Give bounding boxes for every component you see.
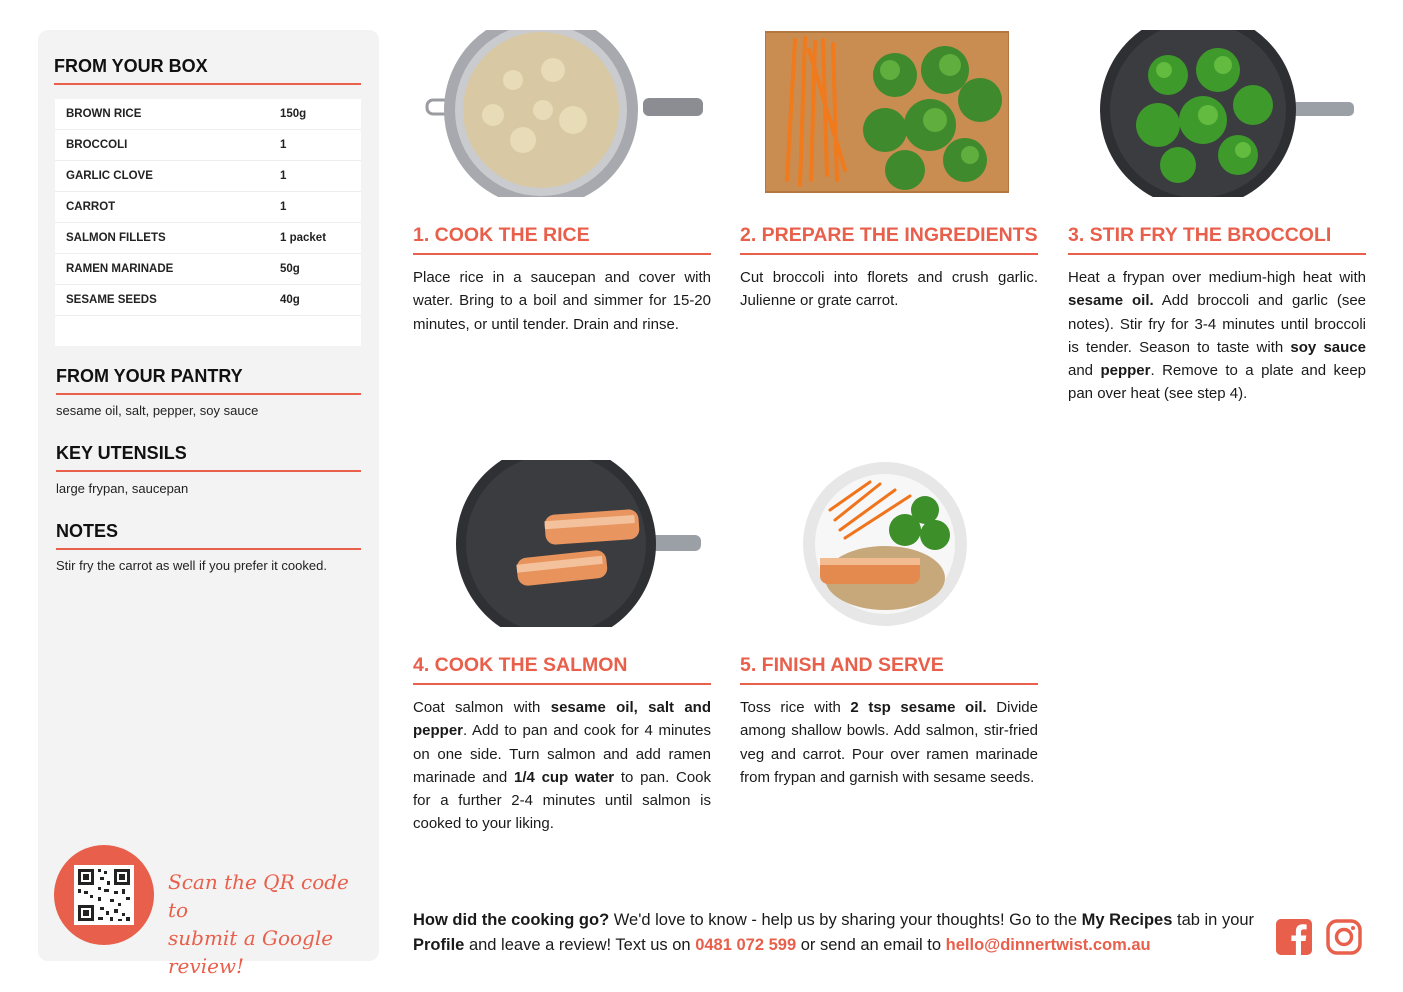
ingredients-table (55, 99, 361, 346)
text-run: Coat salmon with (413, 699, 551, 716)
text-run: Add broccoli and garlic (see notes). Stir fry for 3-4 minutes until broccoli is tender. Season to taste with (1068, 292, 1367, 356)
salmon-frypan-photo (413, 460, 711, 627)
step-2-body (740, 266, 1038, 313)
text-run: and leave a review! Text us on (464, 936, 696, 954)
emphasis-text: 2 tsp sesame oil. (850, 699, 987, 716)
text-run: Divide among shallow bowls. Add salmon, stir-fried veg and carrot. Pour over ramen marinade from frypan and garnish with sesame seeds. (740, 699, 1038, 786)
notes-text: Stir fry the carrot as well if you prefer it cooked. (56, 558, 327, 573)
ingredient-row (55, 254, 361, 285)
emphasis-text: sesame oil. (1068, 292, 1154, 310)
ingredient-qty: 1 (280, 201, 287, 213)
text-run: to pan. Cook for a further 2-4 minutes until salmon is cooked to your liking. (413, 768, 711, 833)
step-1-body (413, 266, 711, 336)
ingredient-qty: 50g (280, 263, 300, 275)
step-3-body (1068, 266, 1366, 406)
emphasis-text: pepper (1100, 362, 1151, 380)
ingredient-name: BROWN RICE (66, 108, 142, 120)
step-2-title: 2. PREPARE THE INGREDIENTS (740, 224, 1038, 255)
ingredient-row (55, 99, 361, 130)
qr-badge[interactable] (54, 845, 154, 945)
step-4-body (413, 696, 711, 836)
ingredient-qty: 1 (280, 139, 287, 151)
ingredient-row (55, 130, 361, 161)
ingredient-row (55, 223, 361, 254)
ingredient-row (55, 161, 361, 192)
step-5-title: 5. FINISH AND SERVE (740, 654, 1038, 685)
ingredient-name: GARLIC CLOVE (66, 170, 153, 182)
utensils-heading: KEY UTENSILS (56, 443, 361, 472)
emphasis-text: soy sauce (1290, 338, 1366, 356)
emphasis-text: Profile (413, 936, 465, 954)
ingredient-qty: 1 packet (280, 232, 327, 244)
qr-caption (168, 868, 368, 980)
text-run: Cut broccoli into florets and crush garlic. Julienne or grate carrot. (740, 269, 1038, 310)
text-run: Toss rice with (740, 699, 851, 716)
ingredient-row (55, 285, 361, 316)
facebook-icon[interactable] (1276, 919, 1312, 955)
contact-link[interactable]: 0481 072 599 (695, 936, 797, 954)
text-run: tab in your (1172, 911, 1255, 929)
text-run: and (1068, 362, 1101, 380)
text-run: Place rice in a saucepan and cover with water. Bring to a boil and simmer for 15-20 minutes, or until tender. Drain and rinse. (413, 269, 711, 333)
qr-code-icon[interactable] (74, 865, 134, 925)
text-run: . Remove to a plate and keep pan over heat (see step 4). (1068, 362, 1366, 403)
text-run: Heat a frypan over medium-high heat with (1068, 269, 1366, 286)
review-footer (413, 908, 1263, 958)
ingredient-name: SESAME SEEDS (66, 294, 157, 306)
qr-caption-line2: submit a Google review! (168, 926, 334, 978)
step-5-body (740, 696, 1038, 789)
step-1-title: 1. COOK THE RICE (413, 224, 711, 255)
broccoli-frypan-photo (1068, 30, 1366, 197)
ingredient-row-empty (55, 316, 361, 346)
ingredient-qty: 150g (280, 108, 307, 120)
ingredients-board-photo (765, 30, 1009, 197)
emphasis-text: 1/4 cup water (514, 768, 615, 786)
text-run: . Add to pan and cook for 4 minutes on one side. Turn salmon and add ramen marinade and (413, 722, 711, 786)
ingredients-sidebar (38, 30, 379, 978)
emphasis-text: sesame oil, salt and pepper (413, 699, 712, 740)
contact-link[interactable]: hello@dinnertwist.com.au (945, 936, 1151, 954)
pantry-text: sesame oil, salt, pepper, soy sauce (56, 403, 259, 418)
pantry-heading: FROM YOUR PANTRY (56, 366, 361, 395)
ingredient-name: SALMON FILLETS (66, 232, 166, 244)
ingredient-row (55, 192, 361, 223)
instagram-icon[interactable] (1326, 919, 1362, 955)
ingredient-qty: 40g (280, 294, 300, 306)
emphasis-text: My Recipes (1081, 911, 1173, 929)
qr-caption-line1: Scan the QR code to (168, 870, 349, 922)
text-run: We'd love to know - help us by sharing your thoughts! Go to the (609, 911, 1082, 929)
ingredient-name: CARROT (66, 201, 116, 213)
step-4-title: 4. COOK THE SALMON (413, 654, 711, 685)
finished-dish-photo (800, 460, 970, 627)
ingredient-qty: 1 (280, 170, 287, 182)
box-heading: FROM YOUR BOX (54, 56, 361, 85)
rice-saucepan-photo (413, 30, 711, 197)
utensils-text: large frypan, saucepan (56, 481, 189, 496)
notes-heading: NOTES (56, 521, 361, 550)
ingredient-name: RAMEN MARINADE (66, 263, 174, 275)
ingredient-name: BROCCOLI (66, 139, 128, 151)
emphasis-text: How did the cooking go? (413, 911, 610, 929)
step-3-title: 3. STIR FRY THE BROCCOLI (1068, 224, 1366, 255)
text-run: or send an email to (796, 936, 946, 954)
